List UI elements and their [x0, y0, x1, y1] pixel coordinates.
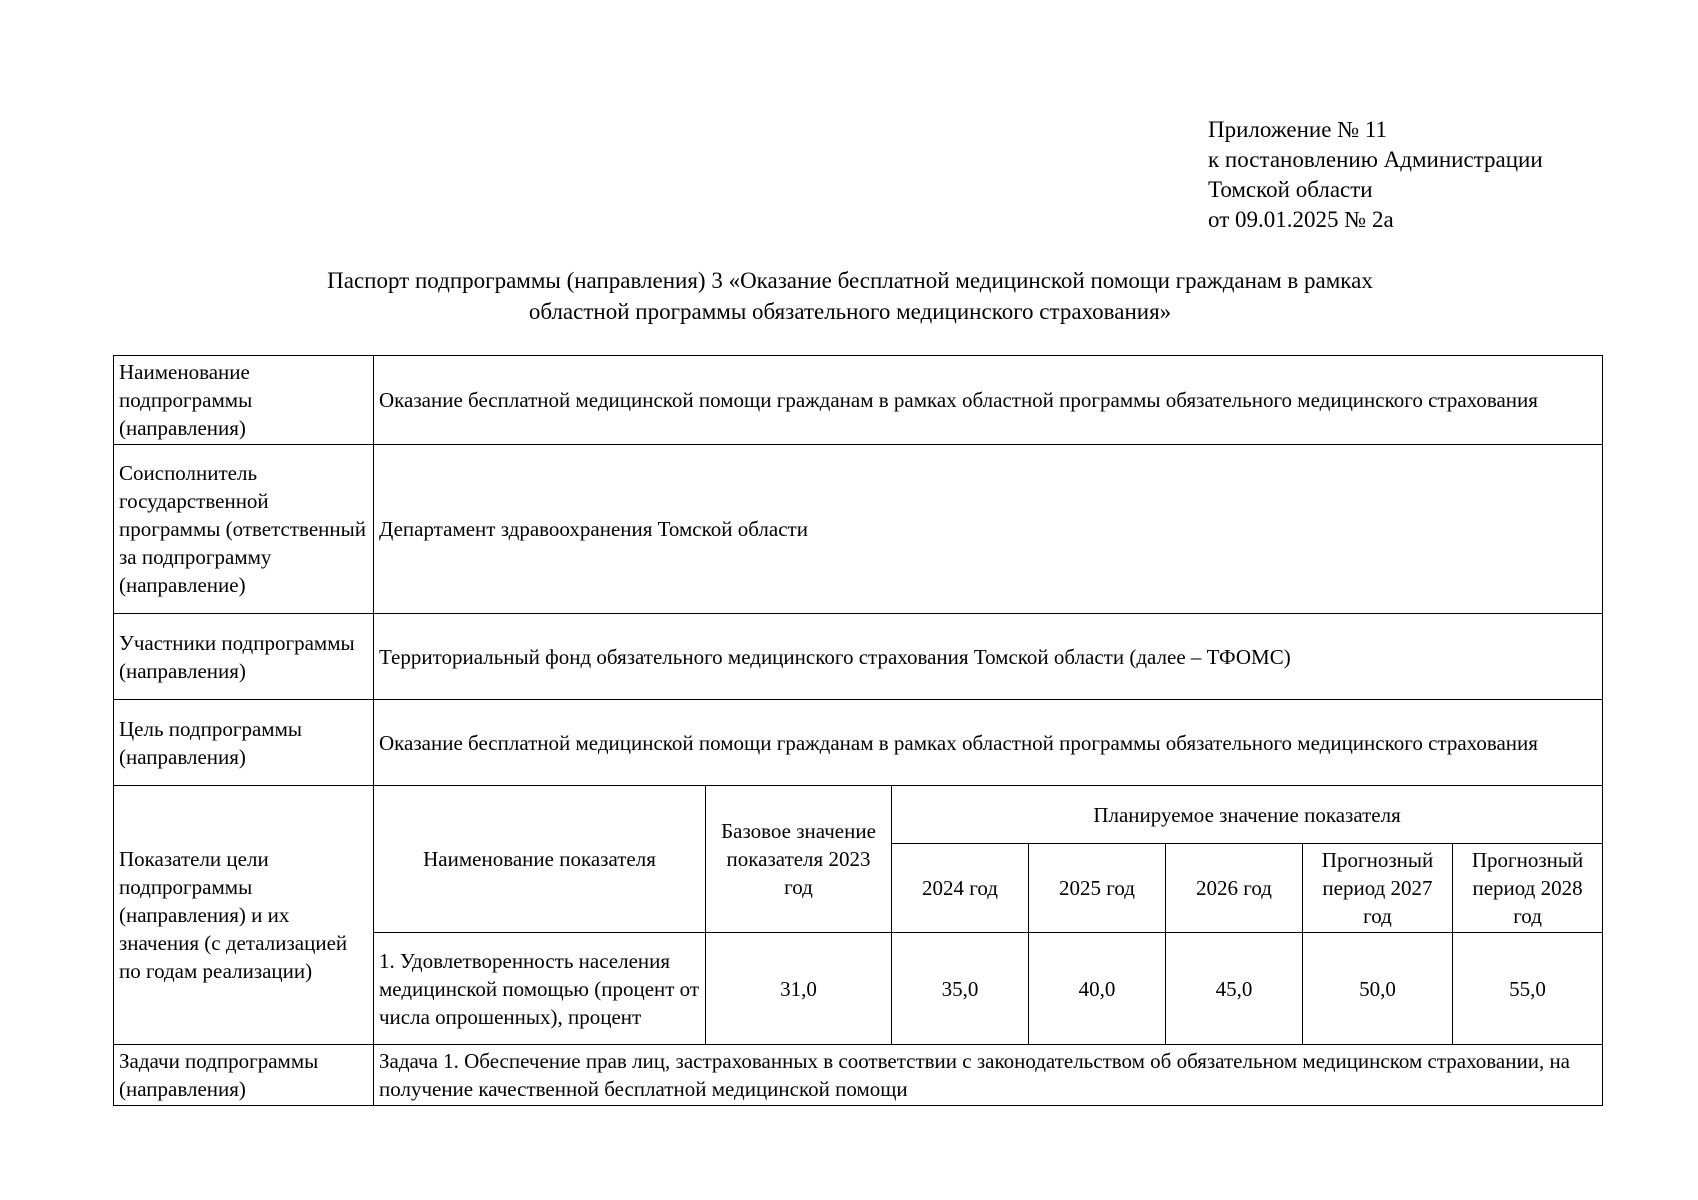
indicator-value-2025: 40,0 — [1029, 933, 1166, 1045]
row-coexecutor-value: Департамент здравоохранения Томской области — [374, 445, 1603, 614]
row-participants-label: Участники подпрограммы (направления) — [114, 614, 374, 700]
row-name-label: Наименование подпрограммы (направления) — [114, 356, 374, 445]
passport-table — [113, 355, 1603, 1106]
row-coexecutor-label: Соисполнитель государственной программы (ответственный за подпрограмму (направление) — [114, 445, 374, 614]
row-goal-value: Оказание бесплатной медицинской помощи гражданам в рамках областной программы обязательного медицинского страхования — [374, 700, 1603, 786]
appendix-line-1: Приложение № 11 — [1208, 117, 1388, 142]
year-header-2027: Прогнозный период 2027 год — [1303, 844, 1453, 933]
appendix-line-4: от 09.01.2025 № 2а — [1208, 207, 1394, 232]
appendix-block — [1208, 115, 1668, 235]
row-tasks — [114, 1045, 1603, 1106]
row-tasks-value: Задача 1. Обеспечение прав лиц, застрахованных в соответствии с законодательством об обязательном медицинском страховании, на получение качественной бесплатной медицинской помощи — [374, 1045, 1603, 1106]
indicator-base-header: Базовое значение показателя 2023 год — [706, 786, 892, 933]
row-participants-value: Территориальный фонд обязательного медицинского страхования Томской области (далее – ТФОМС) — [374, 614, 1603, 700]
document-title — [150, 265, 1550, 327]
row-coexecutor — [114, 445, 1603, 614]
appendix-line-3: Томской области — [1208, 177, 1373, 202]
row-indicators-label: Показатели цели подпрограммы (направления) и их значения (с детализацией по годам реализации) — [114, 786, 374, 1045]
indicator-value-2024: 35,0 — [892, 933, 1029, 1045]
year-header-2028: Прогнозный период 2028 год — [1453, 844, 1603, 933]
indicator-value-2028: 55,0 — [1453, 933, 1603, 1045]
row-name — [114, 356, 1603, 445]
indicator-base-value: 31,0 — [706, 933, 892, 1045]
row-goal — [114, 700, 1603, 786]
row-tasks-label: Задачи подпрограммы (направления) — [114, 1045, 374, 1106]
year-header-2024: 2024 год — [892, 844, 1029, 933]
appendix-line-2: к постановлению Администрации — [1208, 147, 1543, 172]
indicator-value-2027: 50,0 — [1303, 933, 1453, 1045]
row-participants — [114, 614, 1603, 700]
indicator-name: 1. Удовлетворенность населения медицинской помощью (процент от числа опрошенных), процент — [374, 933, 706, 1045]
indicator-value-2026: 45,0 — [1166, 933, 1303, 1045]
row-goal-label: Цель подпрограммы (направления) — [114, 700, 374, 786]
indicators-header-row-1 — [114, 786, 1603, 844]
planned-value-header: Планируемое значение показателя — [892, 786, 1603, 844]
document-title-line-2: областной программы обязательного медицинского страхования» — [528, 299, 1172, 324]
indicator-name-header: Наименование показателя — [374, 786, 706, 933]
document-title-line-1: Паспорт подпрограммы (направления) 3 «Оказание бесплатной медицинской помощи гражданам в рамках — [327, 268, 1373, 293]
year-header-2026: 2026 год — [1166, 844, 1303, 933]
year-header-2025: 2025 год — [1029, 844, 1166, 933]
row-name-value: Оказание бесплатной медицинской помощи гражданам в рамках областной программы обязательного медицинского страхования — [374, 356, 1603, 445]
